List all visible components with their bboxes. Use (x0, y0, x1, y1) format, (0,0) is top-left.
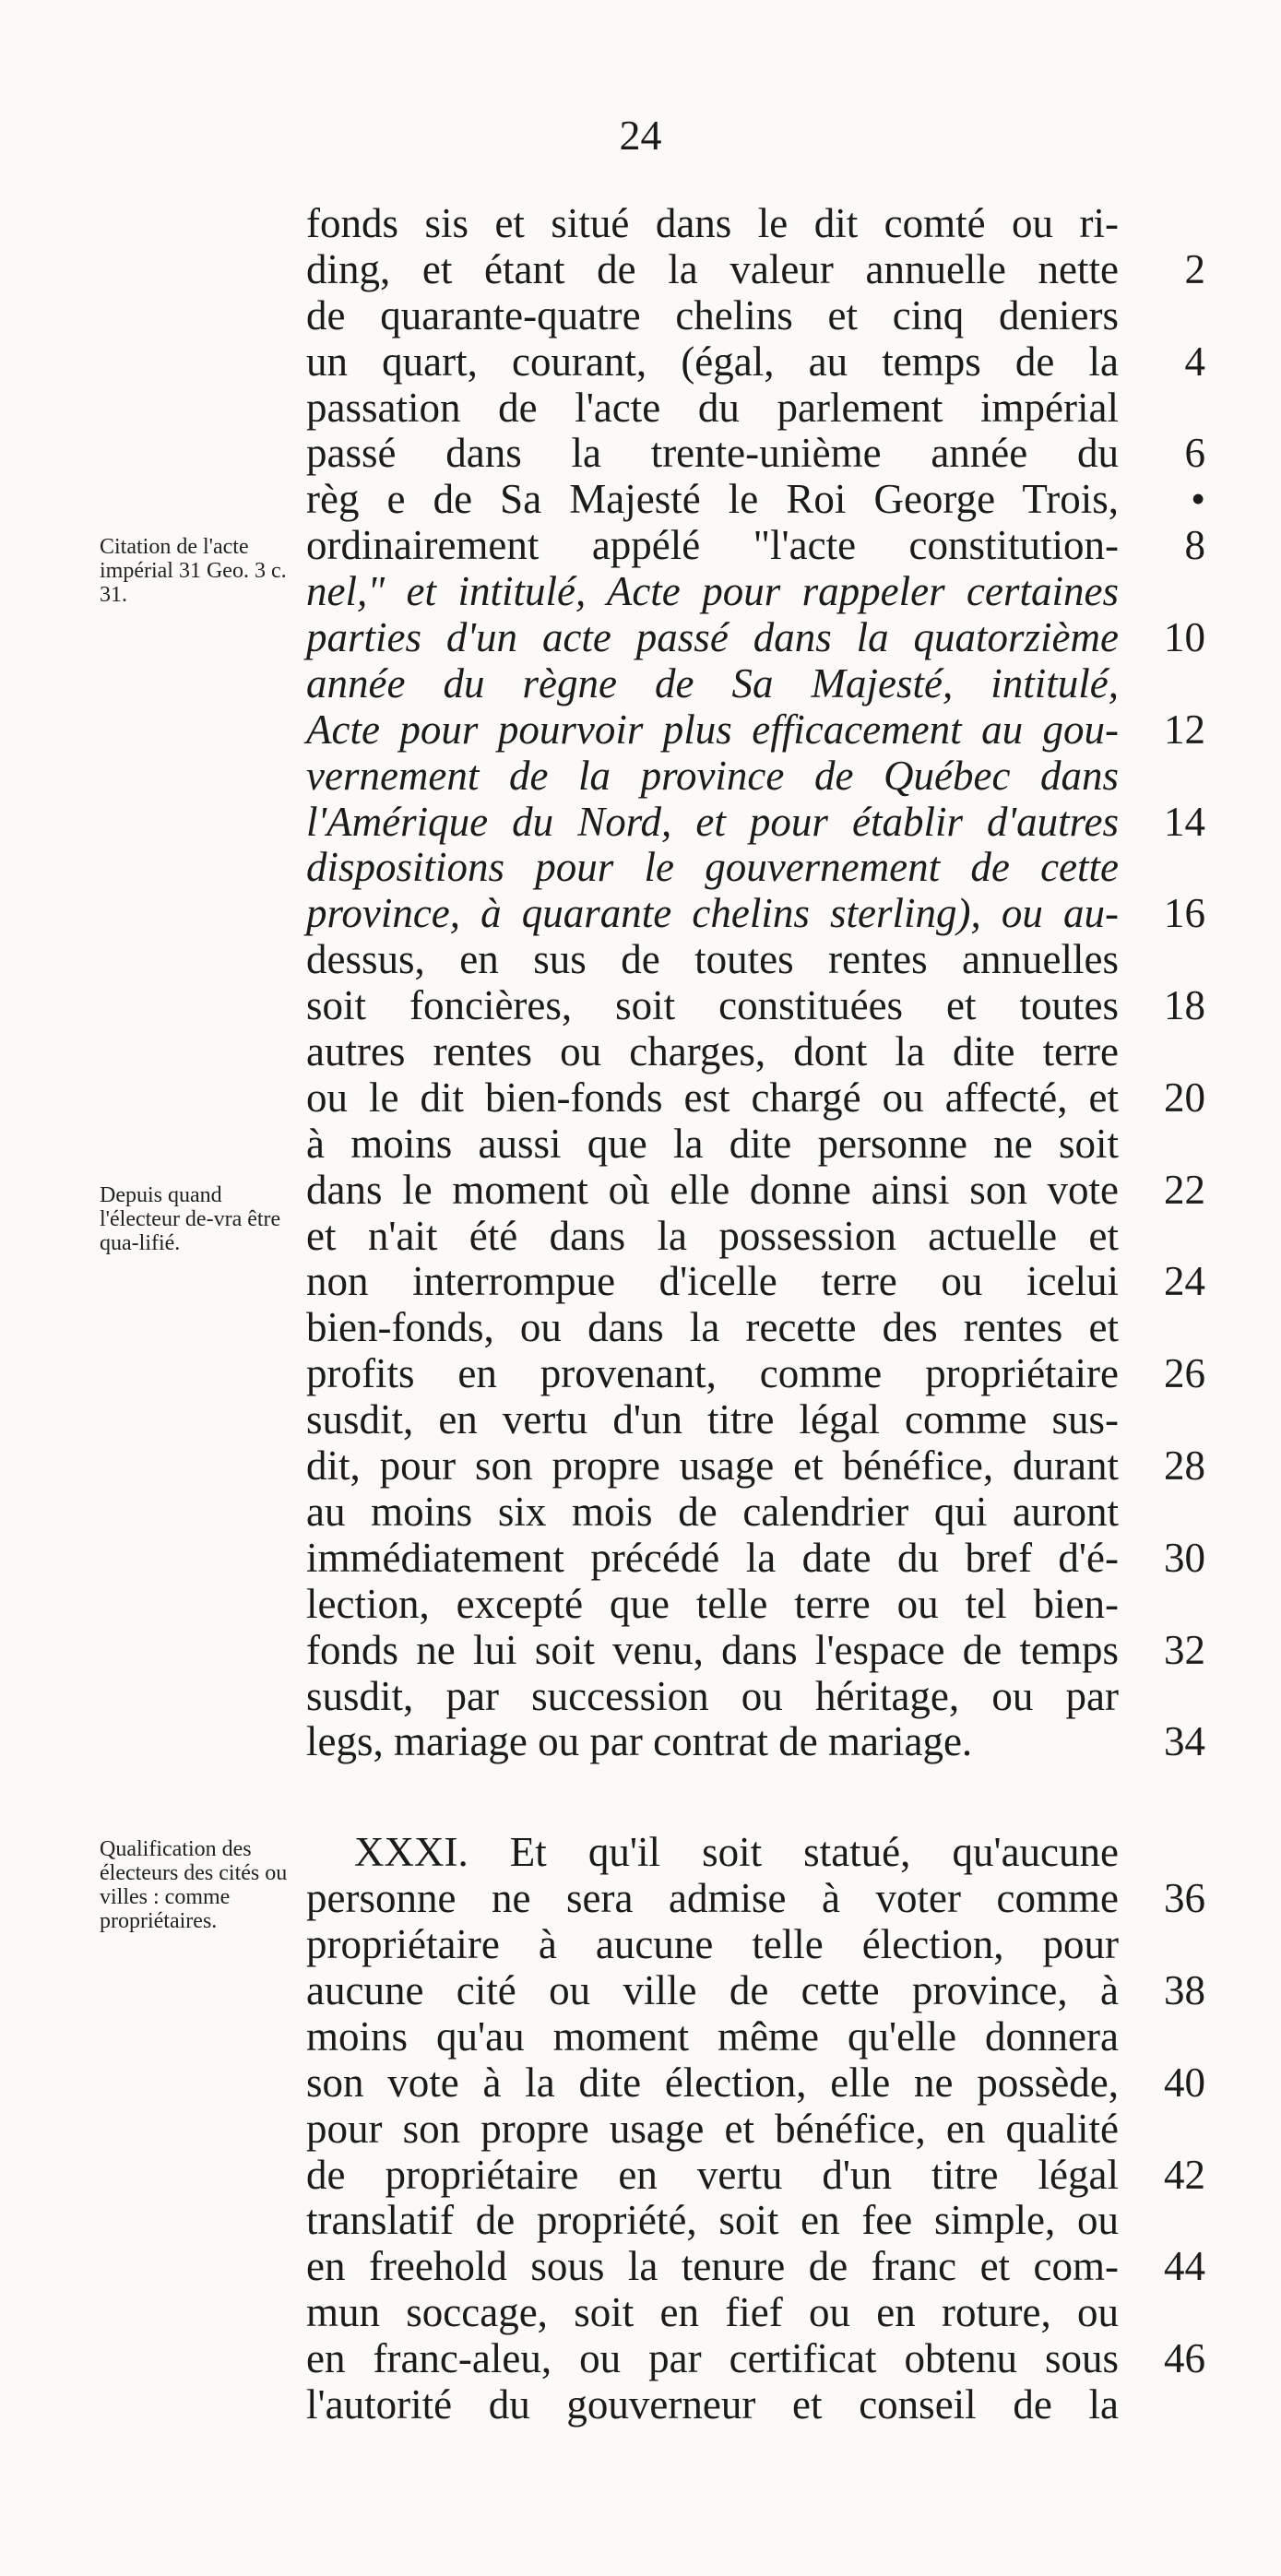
line-number (1141, 2290, 1205, 2336)
line-text: en freehold sous la tenure de franc et com- (306, 2243, 1119, 2290)
line-number: 8 (1184, 522, 1205, 569)
side-note-city-electors: Qualification des électeurs des cités ou villes : comme propriétaires. (100, 1837, 288, 1933)
line-text: ordinairement appélé "l'acte constitution- (306, 522, 1119, 569)
line-text: immédiatement précédé la date du bref d'é- (306, 1534, 1119, 1581)
line-number (1141, 661, 1205, 707)
text-line (306, 800, 1205, 846)
line-text: dessus, en sus de toutes rentes annuelles (306, 936, 1119, 983)
line-text: de quarante-quatre chelins et cinq deniers (306, 291, 1119, 338)
line-number: 6 (1184, 430, 1205, 477)
text-line (306, 2244, 1205, 2290)
text-line (306, 523, 1205, 569)
text-line (306, 247, 1205, 293)
text-line (306, 2336, 1205, 2382)
line-text: translatif de propriété, soit en fee simple, ou (306, 2197, 1119, 2244)
text-line (306, 754, 1205, 800)
text-line (306, 2014, 1205, 2060)
text-line (306, 339, 1205, 386)
line-number: 26 (1164, 1350, 1205, 1397)
line-text: règ e de Sa Majesté le Roi George Trois, (306, 476, 1119, 523)
line-text: ding, et étant de la valeur annuelle nette (306, 245, 1119, 292)
section-break (306, 1765, 1205, 1830)
text-line (306, 615, 1205, 661)
line-text: lection, excepté que telle terre ou tel bien- (306, 1580, 1119, 1627)
text-line (306, 2153, 1205, 2199)
line-text: susdit, en vertu d'un titre légal comme sus- (306, 1396, 1119, 1443)
text-line (306, 1582, 1205, 1628)
line-text: profits en provenant, comme propriétaire (306, 1350, 1119, 1397)
line-text: l'autorité du gouverneur et conseil de la (306, 2380, 1119, 2428)
text-line (306, 661, 1205, 707)
text-line (306, 386, 1205, 432)
text-line (306, 477, 1205, 523)
line-number: 38 (1164, 1966, 1205, 2013)
text-line (306, 1490, 1205, 1536)
side-note-citation: Citation de l'acte impérial 31 Geo. 3 c. 31. (100, 535, 287, 607)
line-number (1141, 1674, 1205, 1720)
line-text: fonds sis et situé dans le dit comté ou ri- (306, 200, 1119, 246)
line-text: personne ne sera admise à voter comme (306, 1875, 1119, 1922)
text-line (306, 891, 1205, 937)
line-number (1141, 1490, 1205, 1536)
text-line (306, 2290, 1205, 2336)
line-number (1141, 2107, 1205, 2153)
line-number (1141, 1397, 1205, 1443)
line-number: 16 (1164, 890, 1205, 937)
text-line (306, 1443, 1205, 1490)
line-text: XXXI. Et qu'il soit statué, qu'aucune (354, 1829, 1119, 1876)
line-number (1141, 937, 1205, 983)
line-number: 14 (1164, 798, 1205, 845)
side-note-qualification-time: Depuis quand l'électeur de-vra être qua-lifié. (100, 1183, 281, 1255)
line-text: un quart, courant, (égal, au temps de la (306, 338, 1119, 385)
line-number (1141, 293, 1205, 339)
text-line (306, 2060, 1205, 2107)
line-text: au moins six mois de calendrier qui auront (306, 1488, 1119, 1535)
line-text: ou le dit bien-fonds est chargé ou affecté, et (306, 1074, 1119, 1121)
line-number: 32 (1164, 1626, 1205, 1673)
line-number (1141, 1922, 1205, 1968)
line-number (1141, 754, 1205, 800)
line-text: Acte pour pourvoir plus efficacement au gou- (306, 706, 1119, 753)
text-line (306, 845, 1205, 891)
text-line (306, 707, 1205, 754)
line-number: 2 (1184, 245, 1205, 292)
body-text (306, 201, 1205, 2428)
text-line (306, 1968, 1205, 2014)
text-line (306, 1168, 1205, 1214)
text-line (306, 569, 1205, 615)
text-line (306, 201, 1205, 247)
line-number: 20 (1164, 1074, 1205, 1121)
line-text: de propriétaire en vertu d'un titre légal (306, 2151, 1119, 2198)
line-text: aucune cité ou ville de cette province, à (306, 1966, 1119, 2013)
line-text: mun soccage, soit en fief ou en roture, ou (306, 2289, 1119, 2336)
text-line (306, 2107, 1205, 2153)
line-text: vernement de la province de Québec dans (306, 752, 1119, 799)
line-text: année du règne de Sa Majesté, intitulé, (306, 659, 1119, 706)
text-line (306, 1536, 1205, 1582)
text-line (306, 1830, 1205, 1876)
text-line (306, 1351, 1205, 1397)
text-line (306, 1922, 1205, 1968)
line-text: fonds ne lui soit venu, dans l'espace de temps (306, 1626, 1119, 1673)
line-number (1141, 201, 1205, 247)
line-text: dispositions pour le gouvernement de cette (306, 844, 1119, 891)
text-line (306, 1397, 1205, 1443)
line-number (1141, 386, 1205, 432)
line-number (1141, 1305, 1205, 1351)
text-line (306, 1876, 1205, 1922)
line-text: susdit, par succession ou héritage, ou par (306, 1672, 1119, 1719)
line-number (1141, 1214, 1205, 1260)
line-number (1141, 569, 1205, 615)
text-line (306, 2382, 1205, 2428)
line-number (1141, 1830, 1205, 1876)
line-text: en franc-aleu, ou par certificat obtenu sous (306, 2335, 1119, 2382)
line-number (1141, 845, 1205, 891)
text-line (306, 1214, 1205, 1260)
line-text: à moins aussi que la dite personne ne soit (306, 1120, 1119, 1167)
text-line (306, 1122, 1205, 1168)
line-text: son vote à la dite élection, elle ne possède, (306, 2059, 1119, 2106)
line-number: 42 (1164, 2151, 1205, 2198)
page-number: 24 (619, 112, 662, 159)
line-number: 40 (1164, 2059, 1205, 2106)
line-number: 28 (1164, 1442, 1205, 1490)
line-number: 18 (1164, 982, 1205, 1029)
line-text: passation de l'acte du parlement impérial (306, 384, 1119, 431)
line-number: 46 (1164, 2335, 1205, 2382)
line-number: 44 (1164, 2243, 1205, 2290)
text-line (306, 431, 1205, 477)
line-text: autres rentes ou charges, dont la dite terre (306, 1028, 1119, 1075)
line-number: 10 (1164, 614, 1205, 661)
line-number (1141, 1122, 1205, 1168)
text-line (306, 2198, 1205, 2244)
line-number: • (1191, 476, 1205, 523)
line-number: 34 (1164, 1718, 1205, 1765)
line-number (1141, 2382, 1205, 2428)
line-text: l'Amérique du Nord, et pour établir d'autres (306, 798, 1119, 845)
line-text: bien-fonds, ou dans la recette des rentes et (306, 1304, 1119, 1351)
line-number: 24 (1164, 1258, 1205, 1305)
line-text: pour son propre usage et bénéfice, en qualité (306, 2105, 1119, 2152)
line-text: dans le moment où elle donne ainsi son vote (306, 1166, 1119, 1213)
line-number: 12 (1164, 706, 1205, 753)
text-line (306, 1305, 1205, 1351)
text-line (306, 937, 1205, 983)
line-number (1141, 2198, 1205, 2244)
line-number: 30 (1164, 1534, 1205, 1581)
line-number (1141, 1582, 1205, 1628)
text-line (306, 1674, 1205, 1720)
line-number (1141, 2014, 1205, 2060)
line-text: soit foncières, soit constituées et toutes (306, 982, 1119, 1029)
line-number: 22 (1164, 1166, 1205, 1213)
line-text: non interrompue d'icelle terre ou icelui (306, 1258, 1119, 1305)
text-line (306, 1628, 1205, 1674)
text-line (306, 1075, 1205, 1122)
line-text: parties d'un acte passé dans la quatorzième (306, 614, 1119, 661)
line-text: propriétaire à aucune telle élection, pour (306, 1921, 1119, 1968)
text-line (306, 293, 1205, 339)
line-text: province, à quarante chelins sterling), ou au- (306, 890, 1119, 937)
text-line (306, 983, 1205, 1029)
text-line (306, 1029, 1205, 1075)
line-text: dit, pour son propre usage et bénéfice, durant (306, 1442, 1119, 1490)
line-number (1141, 1029, 1205, 1075)
text-line (306, 1259, 1205, 1305)
line-text: et n'ait été dans la possession actuelle et (306, 1212, 1119, 1259)
line-text: passé dans la trente-unième année du (306, 430, 1119, 477)
line-text: moins qu'au moment même qu'elle donnera (306, 2012, 1119, 2060)
text-line (306, 1719, 1205, 1765)
line-number: 36 (1164, 1875, 1205, 1922)
line-text: nel," et intitulé, Acte pour rappeler certaines (306, 568, 1119, 615)
line-text: legs, mariage ou par contrat de mariage. (306, 1718, 973, 1765)
line-number: 4 (1184, 338, 1205, 385)
